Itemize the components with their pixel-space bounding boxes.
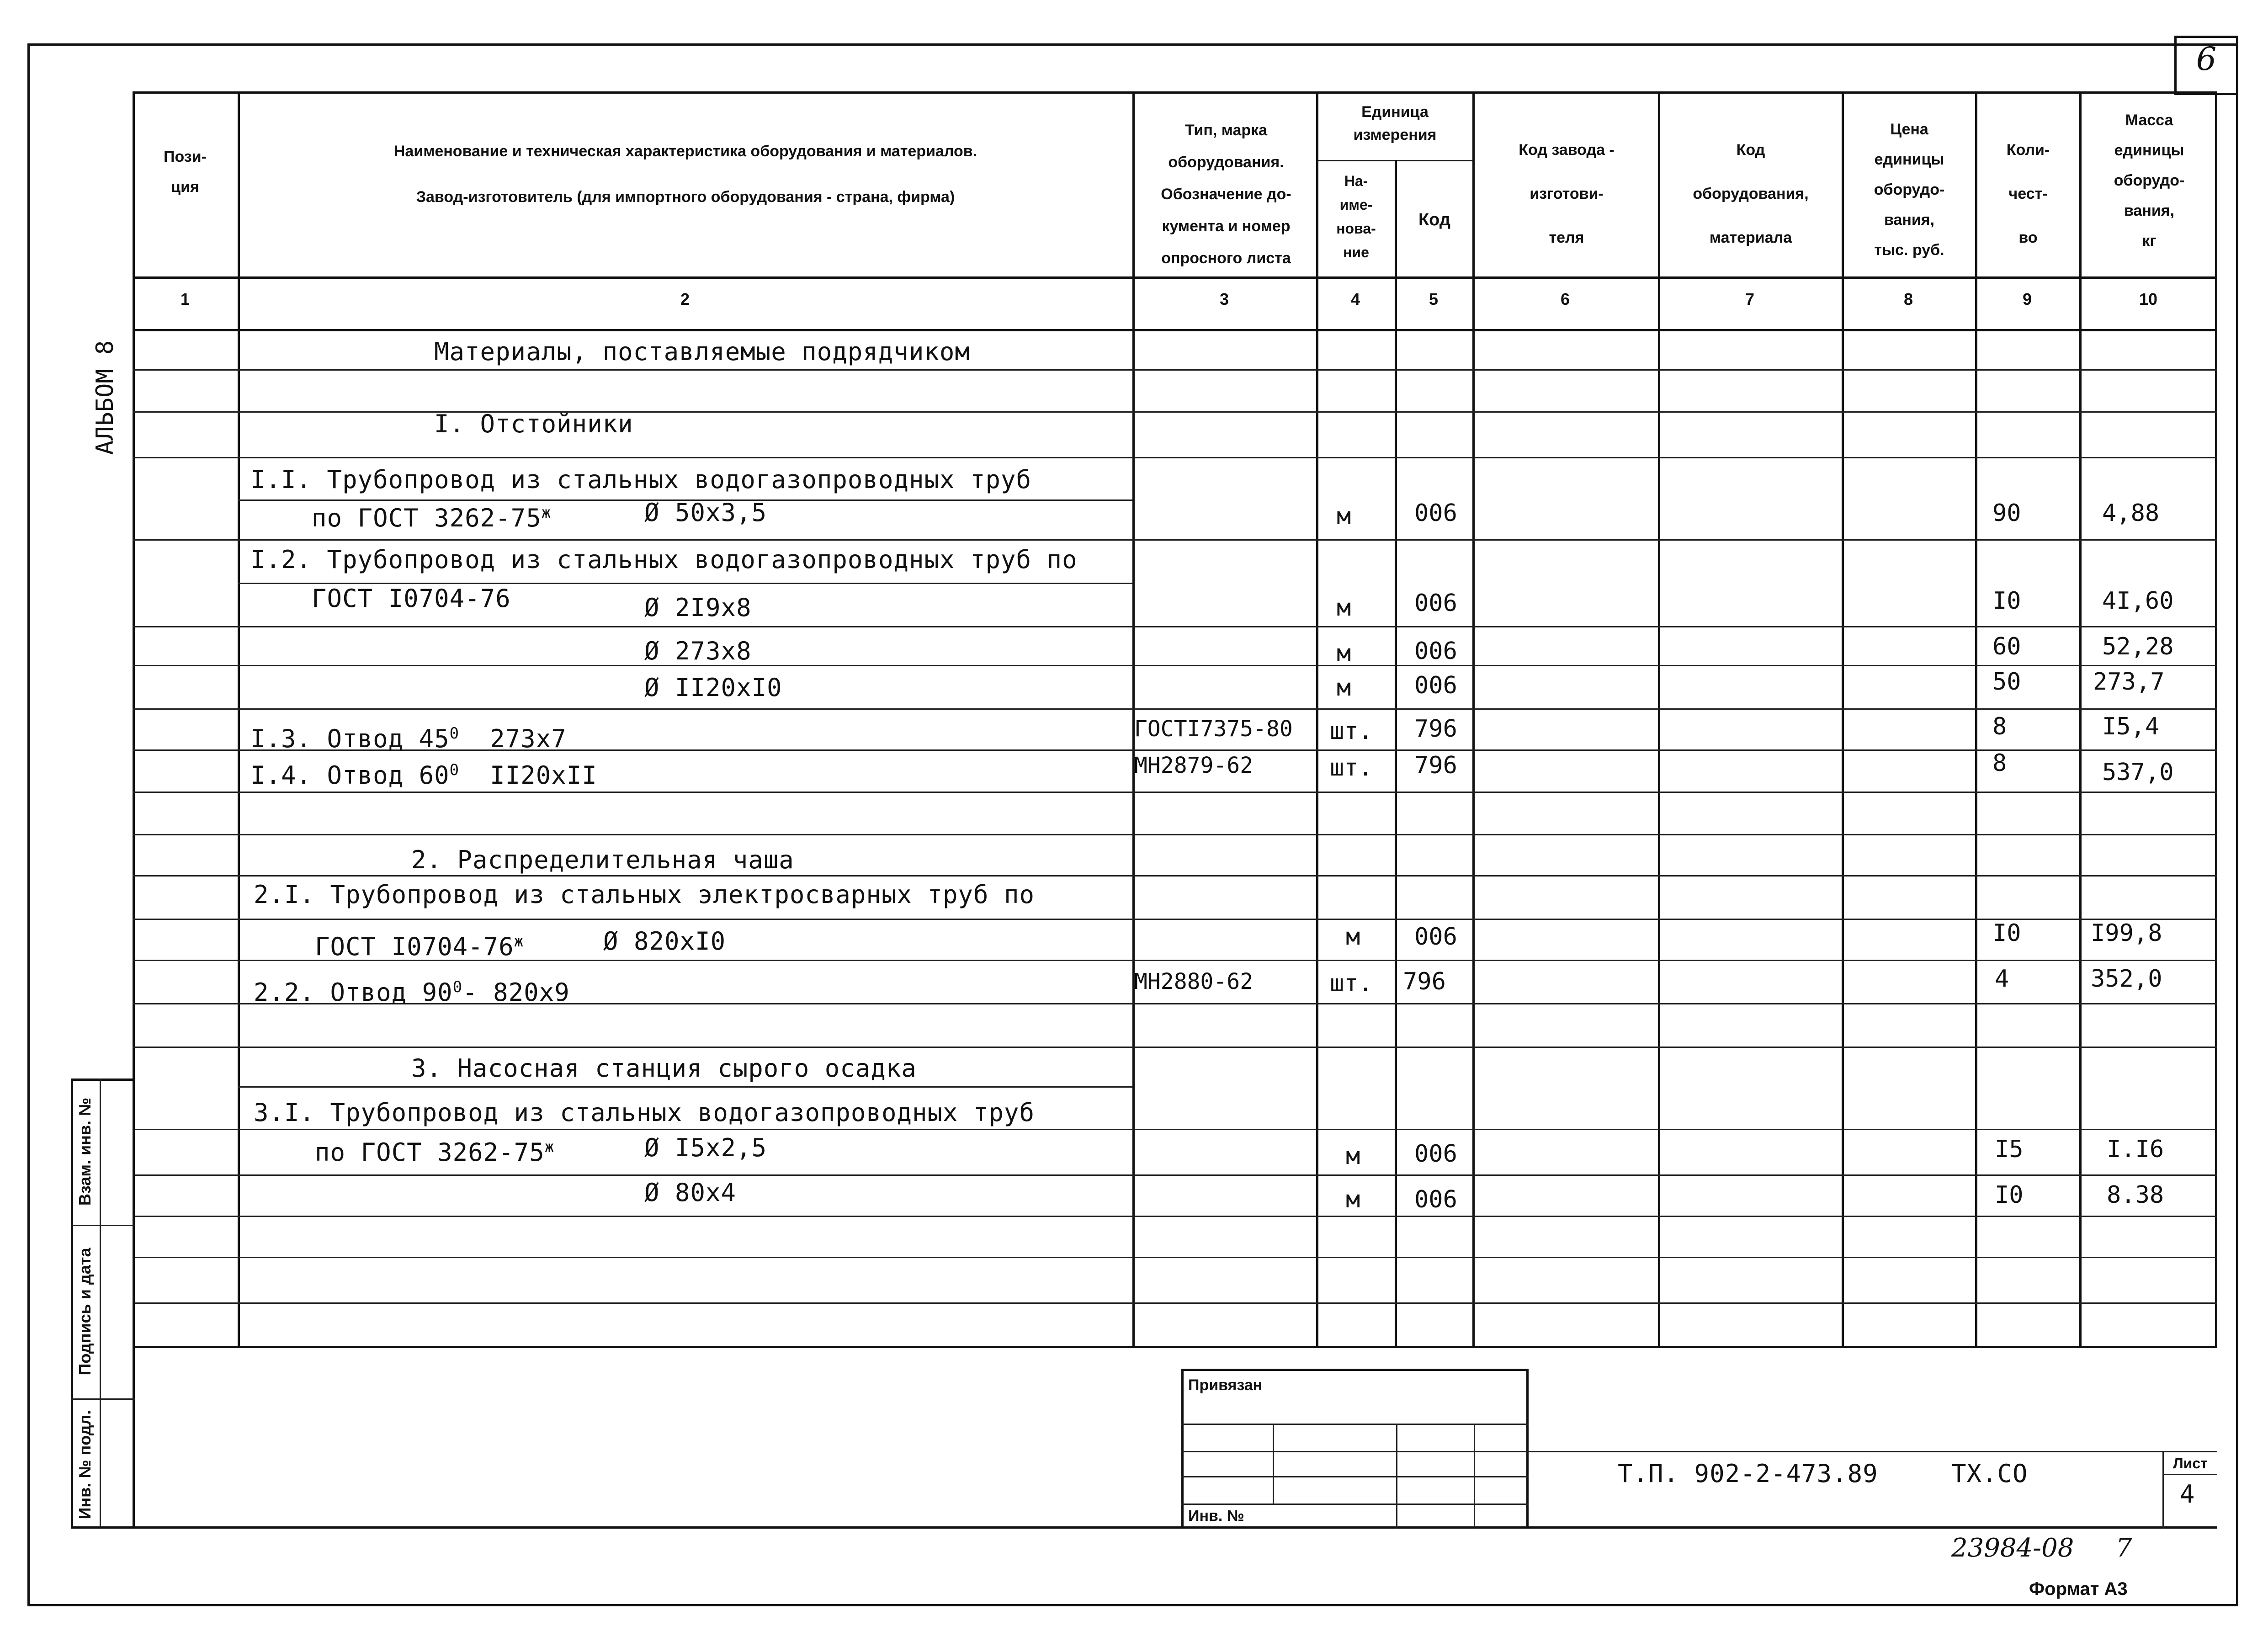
side-stamp-line — [71, 1225, 135, 1226]
row-line — [133, 834, 2217, 835]
item-2-2-type: МН2880-62 — [1134, 969, 1254, 994]
row-line — [133, 539, 2217, 541]
title-block-bottom — [71, 1526, 2217, 1529]
item-2-1-name: 2.І. Трубопровод из стальных электросварных труб по — [254, 880, 1035, 909]
row-line — [133, 626, 2217, 627]
item-1-2-qty-c: 50 — [1992, 668, 2021, 696]
item-1-2-qty-a: І0 — [1992, 587, 2021, 615]
row-line — [133, 708, 2217, 710]
item-1-2-dim-a: Ø 2І9х8 — [644, 593, 752, 622]
item-1-2-qty-b: 60 — [1992, 633, 2021, 660]
colnum-5: 5 — [1429, 290, 1439, 308]
doc-code: Т.П. 902-2-473.89 — [1618, 1459, 1878, 1488]
col-line-9 — [2079, 91, 2082, 1348]
col-line-3 — [1316, 91, 1318, 1348]
section-title-settlers: І. Отстойники — [434, 409, 633, 438]
item-1-2-dim-c: Ø ІІ20хІ0 — [644, 673, 782, 702]
item-3-1-name: 3.І. Трубопровод из стальных водогазопроводных труб — [254, 1098, 1035, 1127]
item-2-1-code: 006 — [1414, 923, 1457, 951]
item-2-1-gost: ГОСТ $І0704-76^ж$ — [254, 932, 524, 961]
header-position: Пози- ция — [164, 148, 207, 196]
header-factory-code: Код завода - изготови- теля — [1519, 141, 1615, 246]
unit-group-line — [1316, 160, 1472, 161]
col-line-4 — [1395, 160, 1397, 1348]
colnum-8: 8 — [1903, 290, 1913, 308]
privyazan-col — [1273, 1424, 1274, 1504]
item-1-1-mass: 4,88 — [2102, 499, 2160, 527]
side-stamp-inv-podl: Инв. № подл. — [75, 1410, 94, 1519]
item-1-2-dim-b: Ø 273х8 — [644, 637, 752, 665]
item-1-2-code-b: 006 — [1414, 638, 1457, 665]
sheet-label: Лист — [2173, 1455, 2208, 1472]
item-2-2-mass: 352,0 — [2091, 965, 2162, 993]
colnum-7: 7 — [1745, 290, 1755, 308]
privyazan-col — [1474, 1424, 1475, 1529]
item-1-2-name: І.2. Трубопровод из стальных водогазопроводных труб по — [250, 545, 1078, 574]
row-line — [133, 457, 2217, 458]
format-label: Формат А3 — [2029, 1579, 2128, 1599]
item-1-2-unit-b: м — [1337, 640, 1351, 667]
item-1-3-type: ГОСТІ7375-80 — [1134, 716, 1293, 742]
item-1-2-unit-a: м — [1337, 594, 1351, 622]
colnum-1: 1 — [180, 290, 190, 308]
doc-type: ТХ.СО — [1951, 1459, 2028, 1488]
item-2-1-mass: І99,8 — [2091, 919, 2162, 947]
col-line-6 — [1658, 91, 1660, 1348]
section-title-materials: Материалы, поставляемые подрядчиком — [434, 337, 970, 366]
item-3-1-mass-b: 8.38 — [2107, 1181, 2164, 1209]
privyazan-line — [1181, 1451, 1529, 1452]
item-1-1-qty: 90 — [1992, 499, 2021, 527]
item-3-1-dim-b: Ø 80х4 — [644, 1178, 737, 1207]
side-stamp-podpis: Подпись и дата — [75, 1248, 94, 1376]
item-1-4-mass: 537,0 — [2102, 759, 2174, 786]
item-1-4-name: І.4. Отвод $60^0$ ІІ20хІІ — [250, 761, 597, 790]
item-3-1-gost: по ГОСТ $3262-75^ж$ — [254, 1138, 555, 1167]
item-1-1-unit: м — [1337, 503, 1351, 530]
item-1-3-mass: І5,4 — [2102, 713, 2160, 740]
item-1-4-qty: 8 — [1992, 749, 2007, 777]
colnum-bottom-line — [133, 329, 2217, 331]
item-1-1-gost: по ГОСТ $3262-75^ж$ — [250, 504, 552, 532]
row-line — [133, 792, 2217, 793]
colnum-4: 4 — [1350, 290, 1360, 308]
doc-code-line — [1529, 1451, 2217, 1452]
item-1-1-dim: Ø 50х3,5 — [644, 498, 767, 527]
item-1-3-qty: 8 — [1992, 713, 2007, 740]
item-1-2-mass-a: 4І,60 — [2102, 587, 2174, 615]
item-1-2-gost: ГОСТ І0704-76 — [250, 584, 511, 613]
row-line — [133, 1047, 2217, 1048]
col-line-7 — [1842, 91, 1844, 1348]
item-3-1-qty-a: І5 — [1995, 1136, 2024, 1163]
item-3-1-qty-b: І0 — [1995, 1181, 2024, 1209]
item-2-2-name: 2.2. Отвод $90^0-$ 820х9 — [254, 978, 570, 1007]
privyazan-label: Привязан — [1188, 1376, 1263, 1394]
item-2-1-unit: м — [1346, 923, 1360, 951]
row-line — [238, 1086, 1132, 1088]
side-stamp-divider — [100, 1079, 101, 1529]
header-bottom-line — [133, 276, 2217, 279]
side-stamp-vzam: Взам. инв. № — [75, 1097, 94, 1206]
item-1-2-unit-c: м — [1337, 674, 1351, 701]
row-line — [133, 1216, 2217, 1217]
header-quantity: Коли- чест- во — [2006, 141, 2050, 246]
item-2-2-qty: 4 — [1995, 965, 2009, 993]
row-line — [133, 1257, 2217, 1258]
item-3-1-code-b: 006 — [1414, 1186, 1457, 1213]
header-price: Цена единицы оборудо- вания, тыс. руб. — [1874, 121, 1945, 259]
item-3-1-mass-a: І.І6 — [2107, 1136, 2164, 1163]
colnum-2: 2 — [680, 290, 690, 308]
header-unit-code: Код — [1418, 210, 1451, 229]
item-2-2-unit: шт. — [1330, 970, 1373, 997]
item-3-1-unit-a: м — [1346, 1142, 1360, 1170]
header-mass: Масса единицы оборудо- вания, кг — [2114, 112, 2185, 250]
sheet-number: 4 — [2180, 1480, 2195, 1509]
col-line-1 — [238, 91, 240, 1348]
row-line — [133, 1129, 2217, 1130]
item-1-3-unit: шт. — [1330, 717, 1373, 745]
item-1-2-code-c: 006 — [1414, 672, 1457, 699]
row-line — [133, 919, 2217, 920]
header-unit-name: На- име- нова- ние — [1336, 173, 1376, 260]
item-2-1-qty: І0 — [1992, 919, 2021, 947]
item-2-1-dim: Ø 820хІ0 — [603, 927, 726, 956]
colnum-10: 10 — [2139, 290, 2158, 308]
section-title-pump-station: 3. Насосная станция сырого осадка — [411, 1054, 917, 1083]
item-1-4-type: МН2879-62 — [1134, 753, 1254, 778]
header-name-line2: Завод-изготовитель (для импортного оборудования - страна, фирма) — [416, 188, 955, 206]
album-label: АЛЬБОМ 8 — [91, 340, 119, 455]
item-1-3-code: 796 — [1414, 715, 1457, 743]
item-1-4-unit: шт. — [1330, 754, 1373, 781]
item-1-2-mass-b: 52,28 — [2102, 633, 2174, 660]
item-1-3-name: І.3. Отвод $45^0$ 273х7 — [250, 724, 567, 753]
item-2-2-code: 796 — [1403, 968, 1446, 995]
privyazan-line — [1181, 1476, 1529, 1477]
privyazan-line — [1181, 1424, 1529, 1425]
row-line — [133, 875, 2217, 877]
col-line-5 — [1472, 91, 1475, 1348]
inv-no-label: Инв. № — [1188, 1507, 1244, 1525]
item-1-2-mass-c: 273,7 — [2093, 668, 2165, 696]
col-line-8 — [1975, 91, 1977, 1348]
header-unit-group: Единица измерения — [1353, 103, 1437, 143]
handwritten-number-2: 7 — [2116, 1533, 2132, 1563]
colnum-9: 9 — [2022, 290, 2032, 308]
item-3-1-code-a: 006 — [1414, 1140, 1457, 1168]
header-name-line1: Наименование и техническая характеристика оборудования и материалов. — [393, 143, 977, 160]
item-1-2-code-a: 006 — [1414, 590, 1457, 617]
header-type: Тип, марка оборудования. Обозначение до- кумента и номер опросного листа — [1161, 122, 1291, 267]
privyazan-col — [1396, 1424, 1397, 1529]
item-1-1-name: І.І. Трубопровод из стальных водогазопроводных труб — [250, 465, 1032, 494]
section-title-distribution: 2. Распределительная чаша — [411, 845, 794, 874]
item-3-1-unit-b: м — [1346, 1186, 1360, 1213]
row-line — [133, 665, 2217, 666]
row-line — [133, 1174, 2217, 1176]
row-line — [133, 1302, 2217, 1304]
handwritten-number: 23984-08 — [1951, 1533, 2074, 1563]
row-line — [133, 369, 2217, 371]
colnum-3: 3 — [1219, 290, 1229, 308]
item-3-1-dim-a: Ø І5х2,5 — [644, 1133, 767, 1162]
sheet-corner-number: 6 — [2196, 40, 2217, 78]
header-equipment-code: Код оборудования, материала — [1693, 141, 1809, 246]
item-1-1-code: 006 — [1414, 499, 1457, 527]
item-1-4-code: 796 — [1414, 752, 1457, 779]
colnum-6: 6 — [1560, 290, 1570, 308]
